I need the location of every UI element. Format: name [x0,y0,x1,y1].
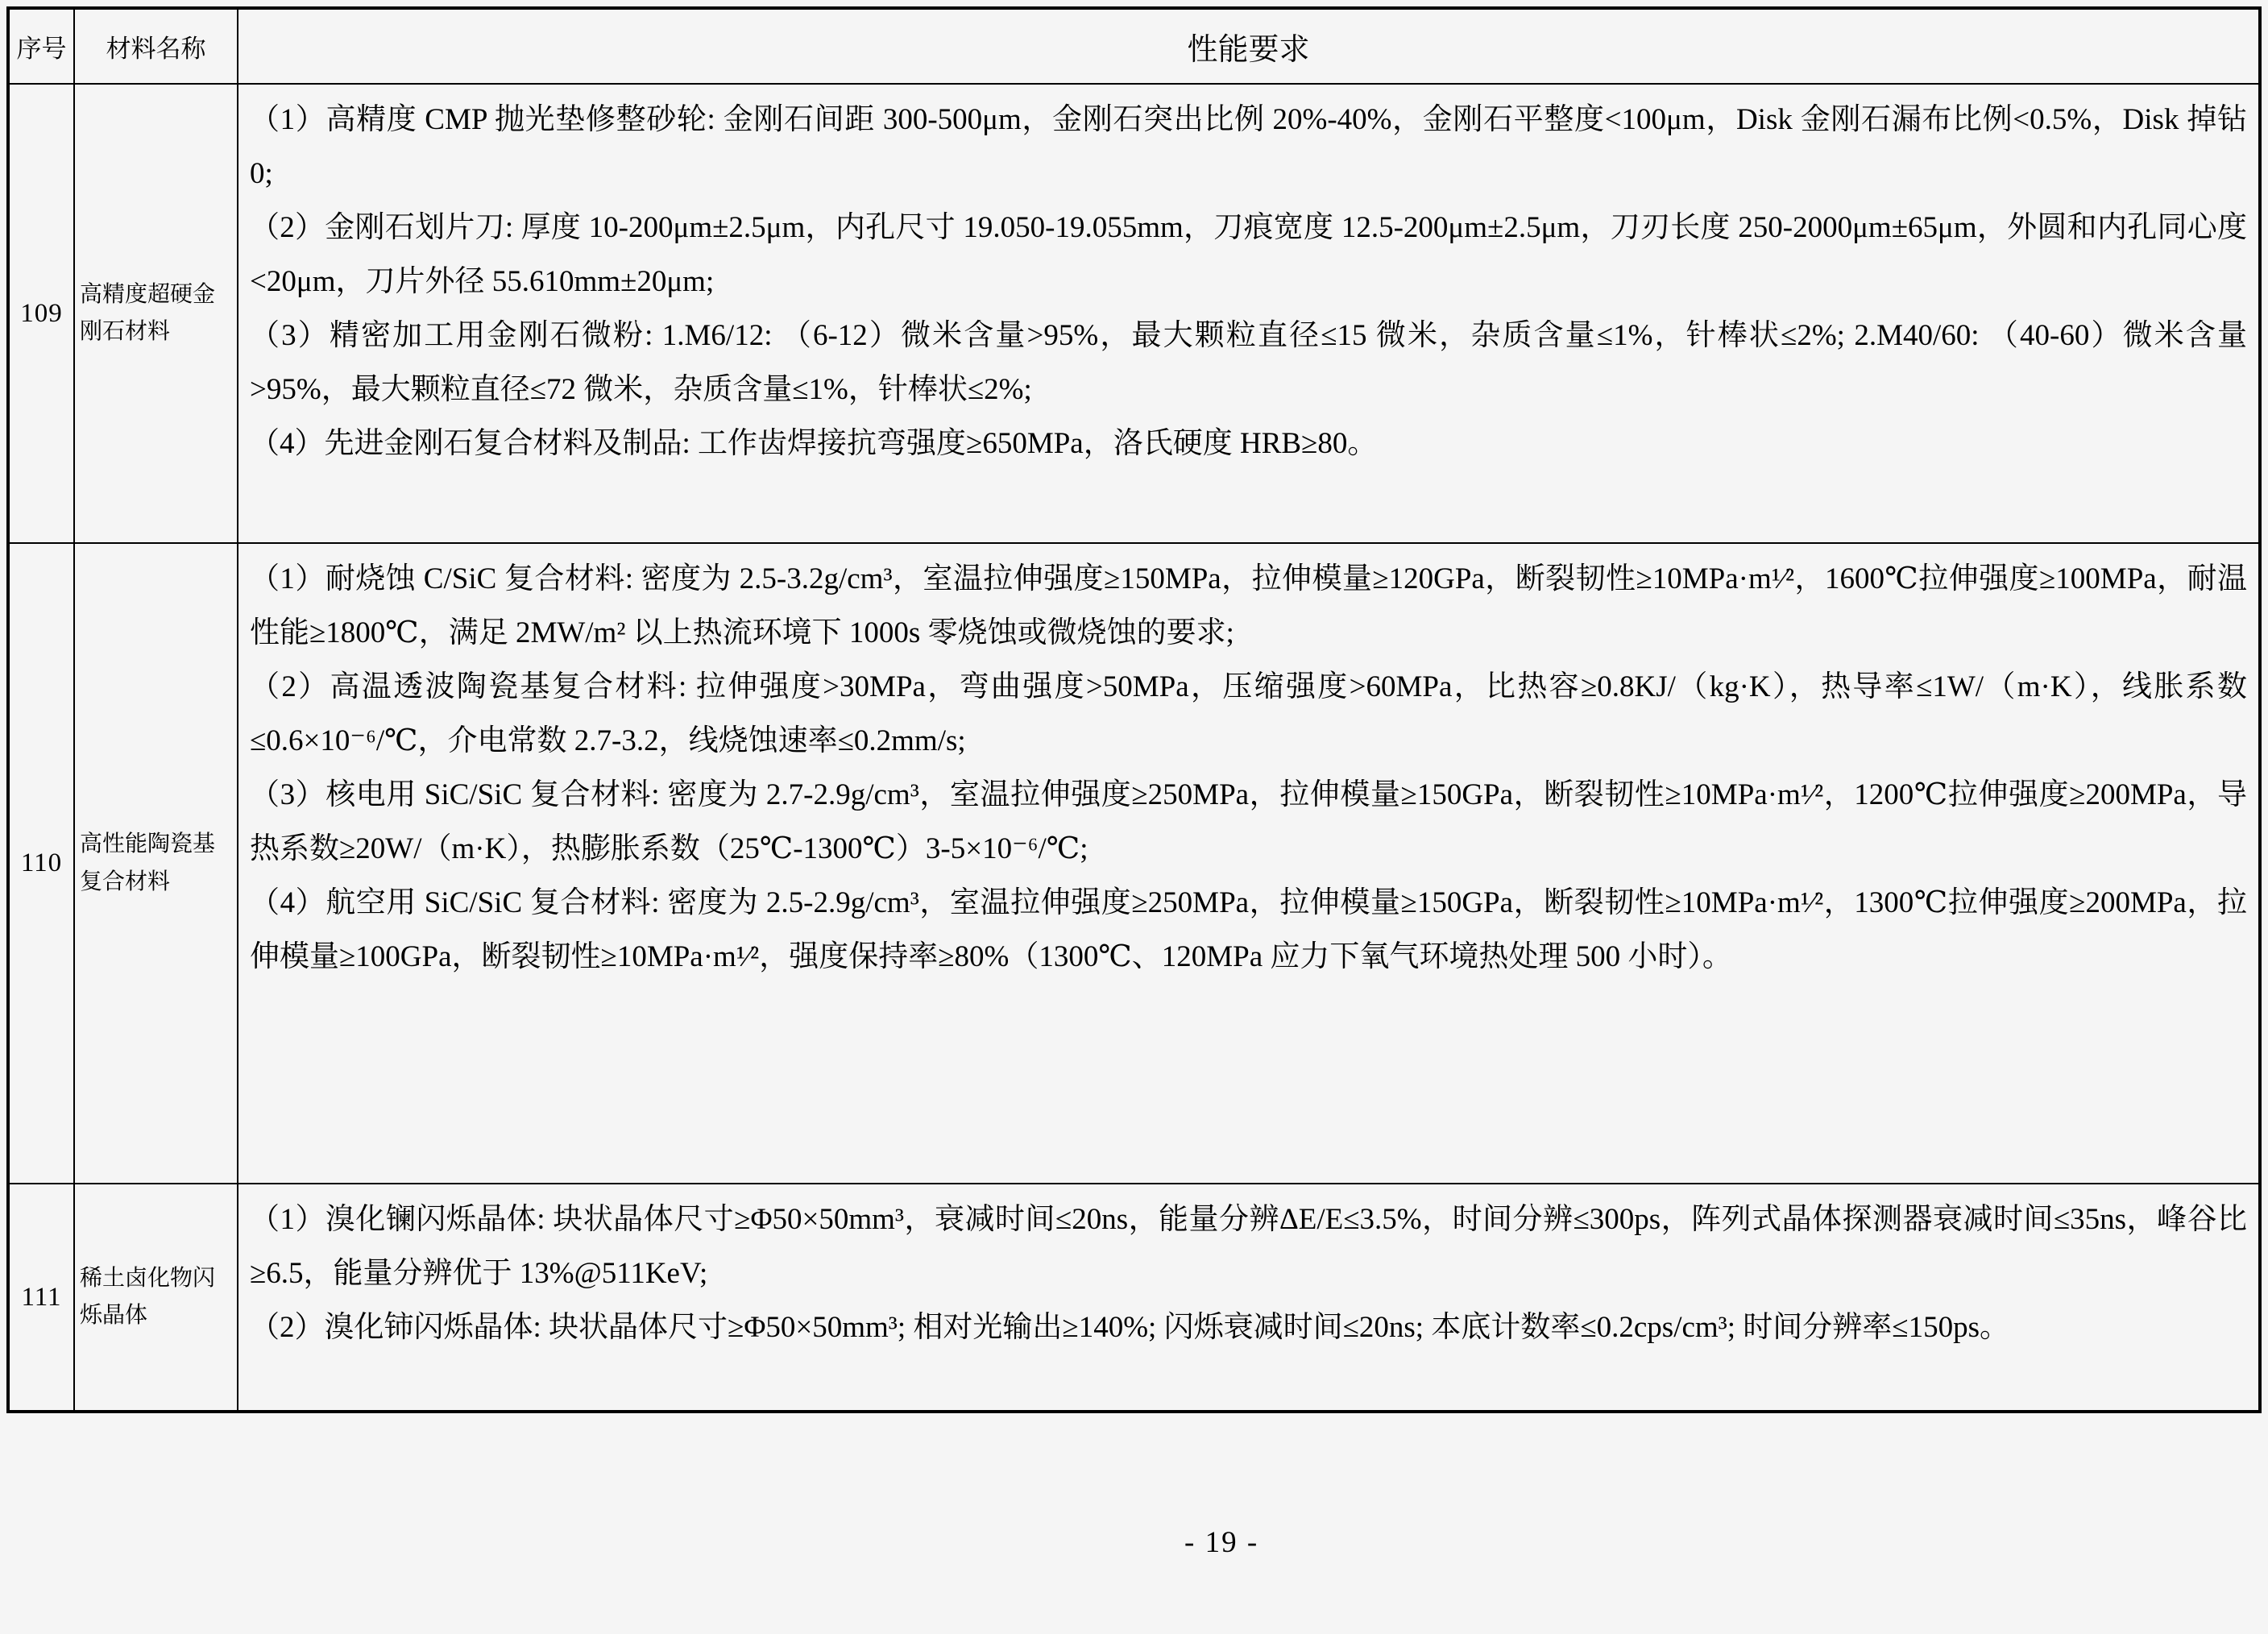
material-name: 高精度超硬金刚石材料 [74,84,238,543]
requirement-paragraph: （3）核电用 SiC/SiC 复合材料: 密度为 2.7-2.9g/cm³，室温拉伸强度≥250MPa，拉伸模量≥150GPa，断裂韧性≥10MPa·m¹⁄²，1200℃拉伸强度≥200MPa，导热系数≥20W/（m·K），热膨胀系数（25℃-1300℃）3-5×10⁻⁶/℃; [250,778,2247,865]
page-number: - 19 - [1184,1526,1259,1559]
table-header-row [8,8,2260,84]
requirements-cell [238,1184,2260,1412]
row-number: 110 [8,543,74,1184]
requirement-paragraph: （3）精密加工用金刚石微粉: 1.M6/12: （6-12）微米含量>95%，最大颗粒直径≤15 微米，杂质含量≤1%，针棒状≤2%; 2.M40/60: （40-60）微米含量>95%，最大颗粒直径≤72 微米，杂质含量≤1%，针棒状≤2%; [250,319,2247,406]
requirements-cell [238,543,2260,1184]
row-number: 111 [8,1184,74,1412]
requirement-paragraph: （2）溴化铈闪烁晶体: 块状晶体尺寸≥Φ50×50mm³; 相对光输出≥140%; 闪烁衰减时间≤20ns; 本底计数率≤0.2cps/cm³; 时间分辨率≤150ps。 [250,1311,2010,1344]
requirement-paragraph: （1）耐烧蚀 C/SiC 复合材料: 密度为 2.5-3.2g/cm³，室温拉伸强度≥150MPa，拉伸模量≥120GPa，断裂韧性≥10MPa·m¹⁄²，1600℃拉伸强度≥100MPa，耐温性能≥1800℃，满足 2MW/m² 以上热流环境下 1000s 零烧蚀或微烧蚀的要求; [250,562,2247,649]
header-material-name: 材料名称 [74,8,238,84]
requirement-paragraph: （4）先进金刚石复合材料及制品: 工作齿焊接抗弯强度≥650MPa，洛氏硬度 HRB≥80。 [250,427,1378,460]
requirement-paragraph: （2）金刚石划片刀: 厚度 10-200μm±2.5μm，内孔尺寸 19.050-19.055mm，刀痕宽度 12.5-200μm±2.5μm，刀刃长度 250-2000μm±65μm，外圆和内孔同心度<20μm，刀片外径 55.610mm±20μm; [250,211,2247,298]
materials-spec-table [6,6,2262,1413]
requirement-paragraph: （2）高温透波陶瓷基复合材料: 拉伸强度>30MPa，弯曲强度>50MPa，压缩强度>60MPa，比热容≥0.8KJ/（kg·K），热导率≤1W/（m·K），线胀系数≤0.6×10⁻⁶/℃，介电常数 2.7-3.2，线烧蚀速率≤0.2mm/s; [250,670,2247,757]
material-name: 稀土卤化物闪烁晶体 [74,1184,238,1412]
table-row [8,1184,2260,1412]
header-index: 序号 [8,8,74,84]
row-number: 109 [8,84,74,543]
material-name: 高性能陶瓷基复合材料 [74,543,238,1184]
table-row [8,84,2260,543]
table-row [8,543,2260,1184]
requirement-paragraph: （4）航空用 SiC/SiC 复合材料: 密度为 2.5-2.9g/cm³，室温拉伸强度≥250MPa，拉伸模量≥150GPa，断裂韧性≥10MPa·m¹⁄²，1300℃拉伸强度≥200MPa，拉伸模量≥100GPa，断裂韧性≥10MPa·m¹⁄²，强度保持率≥80%（1300℃、120MPa 应力下氧气环境热处理 500 小时）。 [250,886,2247,973]
requirement-paragraph: （1）高精度 CMP 抛光垫修整砂轮: 金刚石间距 300-500μm，金刚石突出比例 20%-40%，金刚石平整度<100μm，Disk 金刚石漏布比例<0.5%，Disk 掉钻 0; [250,103,2247,190]
requirements-cell [238,84,2260,543]
requirement-paragraph: （1）溴化镧闪烁晶体: 块状晶体尺寸≥Φ50×50mm³，衰减时间≤20ns，能量分辨ΔE/E≤3.5%，时间分辨≤300ps，阵列式晶体探测器衰减时间≤35ns，峰谷比≥6.5，能量分辨优于 13%@511KeV; [250,1203,2247,1290]
header-performance-requirements: 性能要求 [238,8,2260,84]
